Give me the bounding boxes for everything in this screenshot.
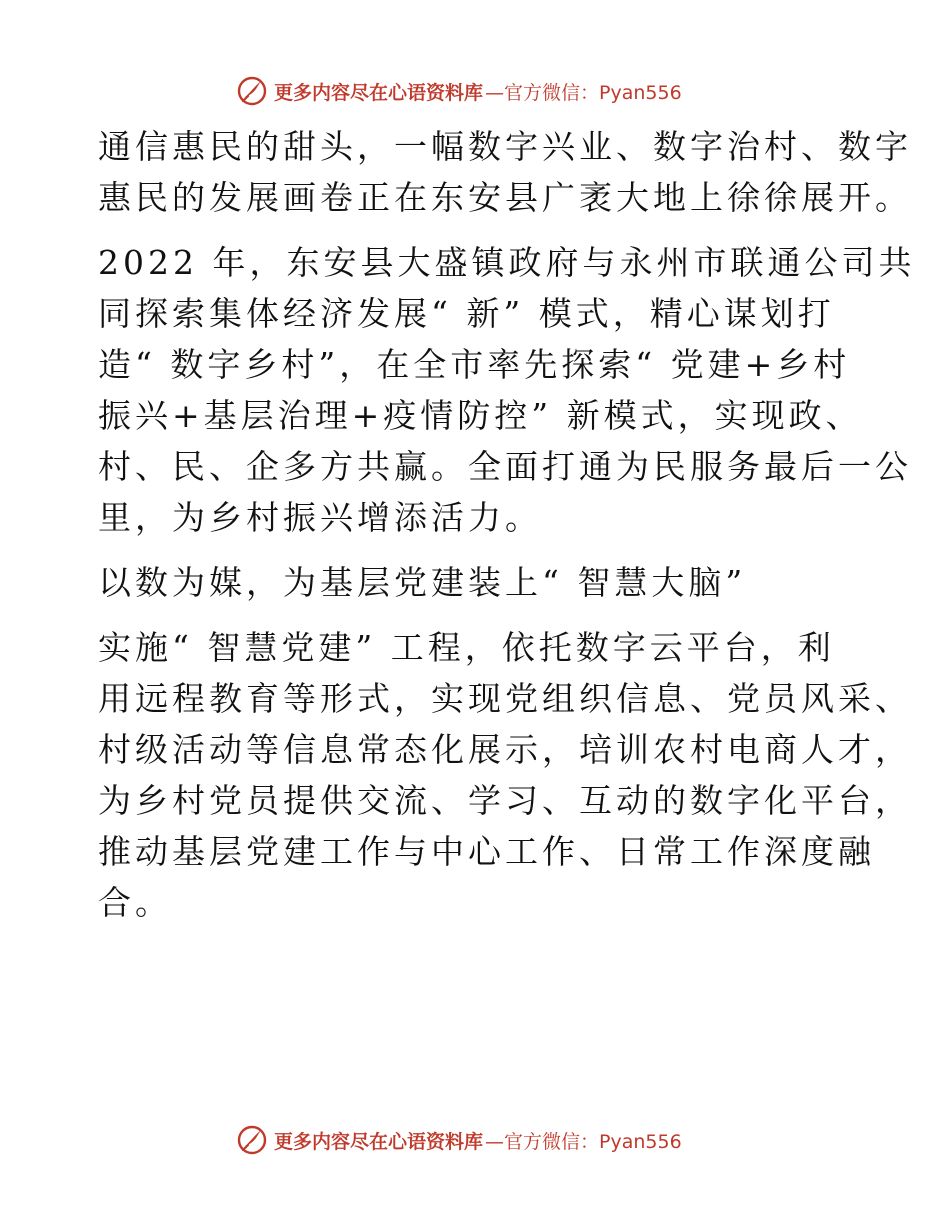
watermark-main-text: 更多内容尽在心语资料库	[274, 1130, 484, 1153]
text-line: 造“ 数字乡村”，在全市率先探索“ 党建+乡村	[98, 345, 851, 384]
text-line: 用远程教育等形式，实现党组织信息、党员风采、	[98, 679, 912, 718]
header-watermark	[236, 74, 682, 108]
text-line: 2022 年，东安县大盛镇政府与永州市联通公司共	[98, 243, 916, 282]
watermark-sub-text: —官方微信：Pyan556	[485, 1130, 682, 1153]
quill-logo-icon	[236, 75, 268, 107]
watermark-main-text: 更多内容尽在心语资料库	[274, 81, 484, 104]
document-body	[98, 121, 916, 936]
text-line: 合。	[98, 883, 172, 922]
text-line: 村、民、企多方共赢。全面打通为民服务最后一公	[98, 447, 912, 486]
paragraph-3	[98, 622, 912, 928]
text-line: 推动基层党建工作与中心工作、日常工作深度融	[98, 832, 875, 871]
text-line: 惠民的发展画卷正在东安县广袤大地上徐徐展开。	[98, 178, 912, 217]
quill-logo-icon	[236, 1124, 268, 1156]
text-line: 通信惠民的甜头，一幅数字兴业、数字治村、数字	[98, 127, 912, 166]
text-line: 里，为乡村振兴增添活力。	[98, 498, 542, 537]
text-line: 同探索集体经济发展“ 新” 模式，精心谋划打	[98, 294, 835, 333]
paragraph-1	[98, 121, 912, 223]
watermark-sub-text: —官方微信：Pyan556	[485, 81, 682, 104]
section-heading	[98, 557, 868, 608]
footer-watermark	[236, 1123, 682, 1157]
text-line: 以数为媒，为基层党建装上“ 智慧大脑”	[98, 563, 747, 602]
text-line: 为乡村党员提供交流、学习、互动的数字化平台，	[98, 781, 912, 820]
text-line: 振兴+基层治理+疫情防控” 新模式，实现政、	[98, 396, 863, 435]
text-line: 实施“ 智慧党建” 工程，依托数字云平台，利	[98, 628, 835, 667]
paragraph-2	[98, 237, 916, 543]
text-line: 村级活动等信息常态化展示，培训农村电商人才，	[98, 730, 912, 769]
